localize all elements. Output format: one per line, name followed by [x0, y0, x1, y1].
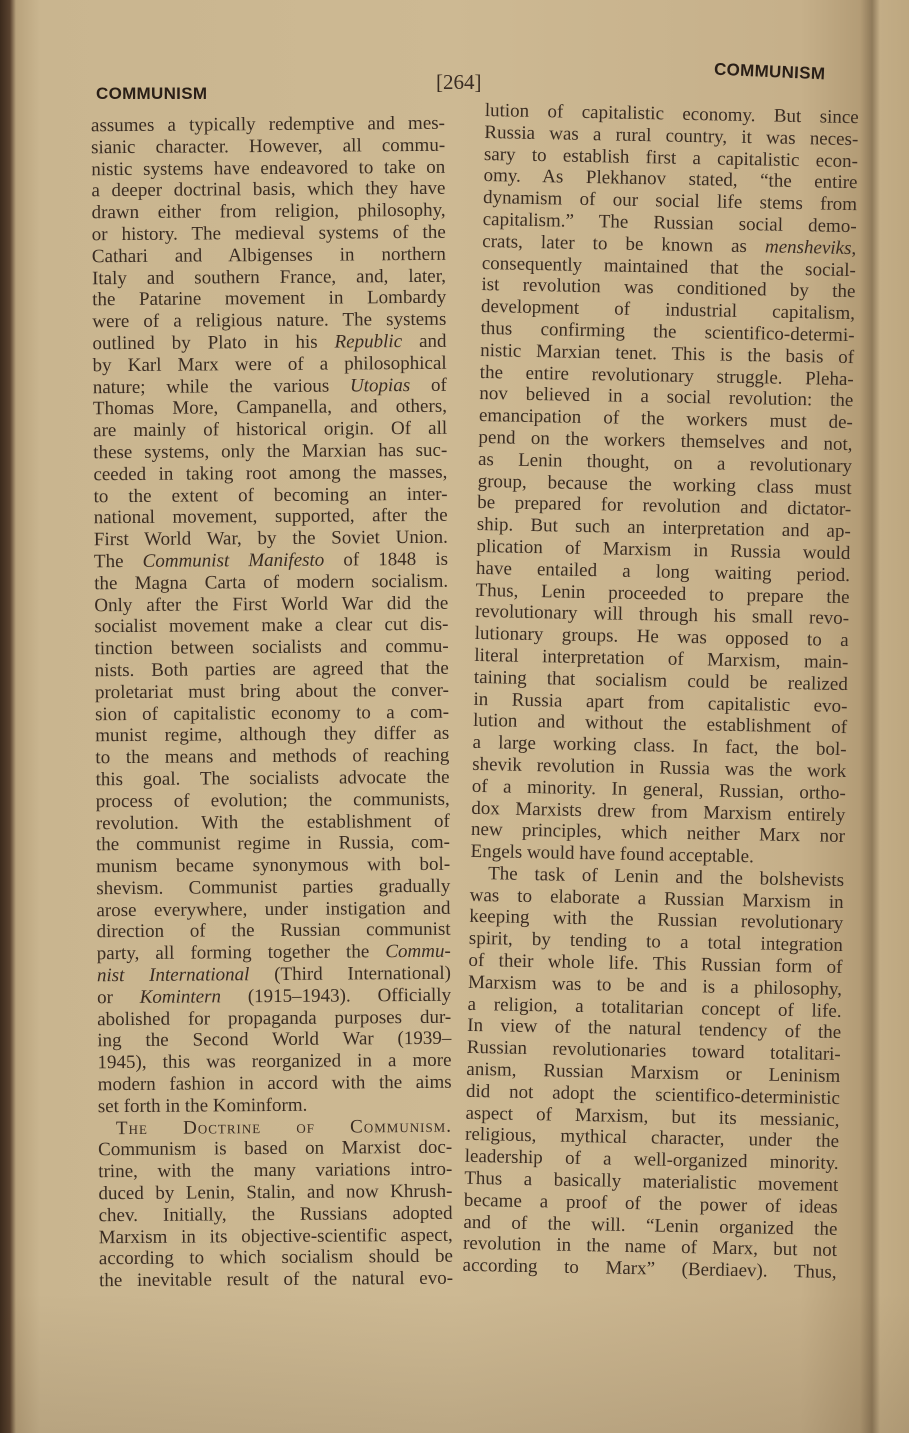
- text-line: revolutionary will through his small revo-: [474, 601, 850, 630]
- text-line: taining that socialism could be realized: [473, 666, 849, 695]
- text-line: direction of the Russian communist: [96, 919, 451, 943]
- text-line: pend on the workers themselves and not,: [478, 426, 853, 456]
- text-line: chev. Initially, the Russians adopted: [98, 1202, 453, 1227]
- text-line: nists. Both parties are agreed that the: [94, 657, 449, 682]
- text-line: ing the Second World War (1939–: [97, 1028, 452, 1052]
- text-line: revolution. With the establishment of: [95, 810, 450, 834]
- italic-text: Utopias: [349, 374, 411, 397]
- text-line: tinction between socialists and commu-: [94, 635, 449, 660]
- text-line: emancipation of the workers must de-: [478, 405, 854, 434]
- italic-text: mensheviks: [764, 236, 852, 259]
- text-line: new principles, which neither Marx nor: [470, 819, 846, 848]
- text-line: group, because the working class must: [477, 470, 852, 499]
- italic-text: Republic: [334, 331, 403, 353]
- text-line: Italy and southern France, and, later,: [91, 265, 447, 289]
- text-line: modern fashion in accord with the aims: [97, 1071, 452, 1096]
- text-line: development of industrial capitalism,: [480, 296, 856, 325]
- text-line: lution of capitalistic economy. But since: [484, 100, 859, 129]
- text-line: have entailed a long waiting period.: [475, 557, 851, 586]
- text-segment: (Third International): [249, 962, 451, 986]
- text-line: this goal. The socialists advocate the: [95, 766, 450, 791]
- text-line: sion of capitalistic economy to a com-: [95, 701, 450, 725]
- page-shadow: [0, 1293, 909, 1433]
- text-line: [93, 374, 447, 398]
- text-line: the Patarine movement in Lombardy: [92, 287, 447, 311]
- text-line: set forth in the Kominform.: [97, 1094, 308, 1118]
- text-line: leadership of a well-organized minority.: [464, 1146, 839, 1175]
- text-line: dynamism of our social life stems from: [482, 187, 858, 216]
- text-line: nistic systems have endeavored to take on: [91, 156, 446, 180]
- text-line: did not adopt the scientifico-deterministic: [465, 1080, 841, 1109]
- text-line: [94, 549, 448, 573]
- text-line: duced by Lenin, Stalin, and now Khrush-: [98, 1180, 453, 1205]
- text-line: the communist regime in Russia, com-: [95, 832, 451, 856]
- text-line: a deeper doctrinal basis, which they have: [91, 178, 446, 202]
- text-line: lutionary groups. He was opposed to a: [474, 623, 849, 652]
- text-line: be prepared for revolution and dictator-: [477, 492, 852, 521]
- text-line: Engels would have found acceptable.: [470, 840, 755, 868]
- text-line: shevik revolution in Russia was the work: [472, 753, 847, 782]
- text-line: national movement, supported, after the: [93, 505, 448, 529]
- text-segment: crats, later to be known as: [482, 230, 766, 258]
- text-line: Marxism in its objective-scientific aspect,: [98, 1224, 453, 1248]
- running-head-left: COMMUNISM: [96, 84, 208, 103]
- text-line: a religion, a totalitarian concept of life.: [467, 993, 842, 1022]
- text-column-right: [462, 100, 859, 1284]
- text-line: 1945), this was reorganized in a more: [97, 1050, 452, 1074]
- text-line: these systems, only the Marxian has suc-: [93, 439, 448, 464]
- italic-text: Communist Manifesto: [142, 549, 325, 572]
- text-line: capitalism.” The Russian social demo-: [482, 208, 857, 238]
- text-line: drawn either from religion, philosophy,: [91, 199, 446, 224]
- text-line: [97, 985, 451, 1009]
- text-line: assumes a typically redemptive and mes-: [90, 112, 446, 137]
- text-line: socialist movement make a clear cut dis-: [94, 614, 449, 638]
- text-segment: The: [93, 550, 143, 573]
- text-line: ist revolution was conditioned by the: [481, 274, 856, 303]
- text-line: proletariat must bring about the conver-: [94, 679, 449, 703]
- text-line: the entire revolutionary struggle. Pleha-: [479, 361, 854, 390]
- text-line: process of evolution; the communists,: [95, 788, 450, 812]
- text-segment: ,: [851, 237, 857, 259]
- text-segment: nature; while the various: [92, 375, 351, 398]
- text-line: were of a religious nature. The systems: [92, 308, 447, 333]
- text-line: First World War, by the Soviet Union.: [93, 526, 448, 551]
- text-line: [92, 331, 446, 355]
- text-line: The Doctrine of Communism.: [115, 1115, 453, 1139]
- text-line: a large working class. In fact, the bol-: [472, 731, 847, 761]
- text-line: Marxism was to be and is a philosophy,: [467, 971, 843, 1000]
- text-line: omy. As Plekhanov stated, “the entire: [483, 165, 858, 194]
- text-line: arose everywhere, under instigation and: [96, 897, 451, 921]
- text-line: aspect of Marxism, but its messianic,: [465, 1102, 840, 1131]
- italic-text: nist International: [96, 964, 250, 987]
- text-line: shevism. Communist parties gradually: [96, 875, 451, 900]
- text-line: plication of Marxism in Russia would: [476, 535, 851, 565]
- text-line: spirit, by tending to a total integration: [468, 928, 844, 957]
- text-line: Russian revolutionaries toward totalitari-: [466, 1037, 841, 1066]
- text-segment: of 1848 is: [324, 548, 449, 571]
- text-line: and of the will. “Lenin organized the: [463, 1211, 838, 1240]
- text-line: Only after the First World War did the: [94, 592, 449, 616]
- text-line: as Lenin thought, on a revolutionary: [477, 448, 853, 477]
- text-line: Thomas More, Campanella, and others,: [92, 396, 448, 420]
- running-head-right: COMMUNISM: [713, 59, 826, 84]
- text-line: sary to establish first a capitalistic econ-: [483, 143, 859, 172]
- text-line: keeping with the Russian revolutionary: [469, 906, 844, 935]
- text-line: ceeded in taking root among the masses,: [93, 461, 448, 485]
- text-line: munist regime, although they differ as: [95, 723, 450, 747]
- text-line: Thus, Lenin proceeded to prepare the: [475, 579, 850, 608]
- text-line: to the means and methods of reaching: [95, 744, 450, 769]
- text-line: was to elaborate a Russian Marxism in: [469, 884, 844, 913]
- italic-text: Commu-: [385, 941, 451, 963]
- text-line: [97, 941, 451, 965]
- text-line: according to which socialism should be: [98, 1246, 453, 1270]
- text-line: Thus a basically materialistic movement: [464, 1167, 839, 1197]
- text-line: In view of the natural tendency of the: [467, 1015, 842, 1044]
- text-line: Russia was a rural country, it was neces-: [484, 121, 859, 150]
- italic-text: Komintern: [139, 986, 222, 1008]
- text-line: according to Marx” (Berdiaev). Thus,: [462, 1255, 837, 1284]
- text-segment: of: [410, 374, 447, 396]
- text-line: Communism is based on Marxist doc-: [98, 1137, 453, 1161]
- text-line: Cathari and Albigenses in northern: [91, 243, 446, 268]
- text-line: or history. The medieval systems of the: [91, 221, 446, 246]
- text-line: in Russia apart from capitalistic evo-: [473, 688, 848, 717]
- text-line: [97, 963, 451, 987]
- text-line: lution and without the establishment of: [472, 710, 848, 739]
- text-line: of their whole life. This Russian form of: [468, 949, 843, 979]
- text-line: ship. But such an interpretation and ap-: [476, 514, 851, 543]
- text-line: abolished for propaganda purposes dur-: [97, 1006, 452, 1030]
- text-line: sianic character. However, all commu-: [91, 134, 446, 159]
- text-line: nov believed in a social revolution: the: [479, 383, 854, 412]
- text-column-left: [91, 113, 453, 1292]
- text-line: literal interpretation of Marxism, main-: [474, 644, 849, 673]
- text-segment: or: [96, 986, 140, 1009]
- text-line: became a proof of the power of ideas: [463, 1189, 839, 1218]
- text-line: The task of Lenin and the bolshevists: [487, 863, 845, 891]
- text-line: the Magna Carta of modern socialism.: [94, 570, 449, 594]
- text-segment: outlined by Plato in his: [92, 331, 335, 355]
- text-line: revolution in the name of Marx, but not: [462, 1233, 838, 1262]
- text-line: religious, mythical character, under the: [464, 1124, 840, 1153]
- text-line: are mainly of historical origin. Of all: [93, 417, 448, 442]
- text-line: anism, Russian Marxism or Leninism: [466, 1058, 841, 1088]
- text-segment: and: [402, 330, 447, 353]
- text-line: dox Marxists drew from Marxism entirely: [471, 797, 846, 826]
- text-segment: party, all forming together the: [96, 941, 386, 965]
- text-line: of a minority. In general, Russian, ortho-: [471, 775, 846, 804]
- text-line: trine, with the many variations intro-: [98, 1159, 453, 1183]
- text-segment: (1915–1943). Officially: [220, 984, 452, 1008]
- text-line: thus confirming the scientifico-determi-: [480, 317, 855, 347]
- text-line: to the extent of becoming an inter-: [93, 483, 448, 507]
- text-line: the inevitable result of the natural evo-: [98, 1267, 454, 1292]
- text-line: consequently maintained that the social-: [481, 252, 857, 281]
- text-line: nistic Marxian tenet. This is the basis of: [479, 339, 855, 368]
- page-number: [264]: [436, 70, 482, 94]
- text-line: munism became synonymous with bol-: [96, 853, 451, 878]
- text-line: by Karl Marx were of a philosophical: [92, 352, 447, 377]
